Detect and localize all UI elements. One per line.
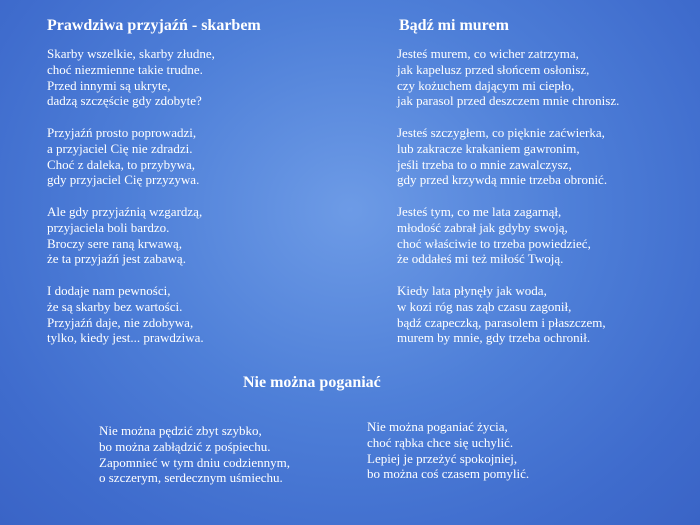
poem-line: Choć z daleka, to przybywa,: [47, 156, 196, 172]
poem-line: dadzą szczęście gdy zdobyte?: [47, 93, 202, 109]
poem2-stanza: [397, 46, 619, 109]
poem-line: Zapomnieć w tym dniu codziennym,: [99, 454, 290, 470]
poem-line: Jesteś szczygłem, co pięknie zaćwierka,: [397, 124, 605, 140]
poem-line: Przed innymi są ukryte,: [47, 77, 171, 93]
poem-line: młodość zabrał jak gdyby swoją,: [397, 219, 568, 235]
poem-line: Broczy sere raną krwawą,: [47, 235, 182, 251]
poem2-stanza: [397, 283, 619, 346]
poem-line: Ale gdy przyjaźnią wzgardzą,: [47, 203, 203, 219]
poem1-stanza: [47, 204, 215, 267]
poem-line: choć właściwie to trzeba powiedzieć,: [397, 235, 591, 251]
poem3-stanza-left: [99, 423, 290, 486]
poem-line: że ta przyjaźń jest zabawą.: [47, 251, 186, 267]
poem2-title: Bądź mi murem: [399, 17, 509, 34]
poem-line: że są skarby bez wartości.: [47, 298, 183, 314]
poem2-stanza: [397, 204, 619, 267]
poem-line: jeśli trzeba to o mnie zawalczysz,: [397, 156, 572, 172]
poem-line: bo można zabłądzić z pośpiechu.: [99, 438, 271, 454]
poem-line: Przyjaźń daje, nie zdobywa,: [47, 314, 194, 330]
poem-line: gdy przyjaciel Cię przyzywa.: [47, 172, 200, 188]
poem2-body: [397, 46, 619, 346]
poem-line: lub zakracze krakaniem gawronim,: [397, 140, 580, 156]
poem-line: gdy przed krzywdą mnie trzeba obronić.: [397, 172, 608, 188]
poem2-stanza: [397, 125, 619, 188]
poem1-stanza: [47, 125, 215, 188]
poem-line: I dodaje nam pewności,: [47, 282, 171, 298]
poem-line: Skarby wszelkie, skarby złudne,: [47, 46, 215, 61]
poem3-stanza: [99, 423, 290, 486]
poem-line: bo można coś czasem pomylić.: [367, 466, 530, 482]
poem-line: w kozi róg nas ząb czasu zagonił,: [397, 298, 572, 314]
poem-line: murem by mnie, gdy trzeba ochronił.: [397, 330, 591, 346]
poem-line: choć niezmienne takie trudne.: [47, 61, 203, 77]
poem-line: choć rąbka chce się uchylić.: [367, 434, 514, 450]
poem1-stanza: [47, 283, 215, 346]
poem-line: czy kożuchem dającym mi ciepło,: [397, 77, 575, 93]
poem-line: tylko, kiedy jest... prawdziwa.: [47, 330, 204, 346]
poem-line: bądź czapeczką, parasolem i płaszczem,: [397, 314, 606, 330]
poem-line: Nie można poganiać życia,: [367, 419, 508, 434]
poem-line: Jesteś murem, co wicher zatrzyma,: [397, 46, 579, 61]
poem-line: Przyjaźń prosto poprowadzi,: [47, 124, 197, 140]
poem-line: Jesteś tym, co me lata zagarnął,: [397, 203, 562, 219]
poem3-stanza: [367, 419, 529, 482]
poem-line: Lepiej je przeżyć spokojniej,: [367, 450, 518, 466]
poem1-body: [47, 46, 215, 346]
poem-line: Kiedy lata płynęły jak woda,: [397, 282, 547, 298]
poem-line: jak parasol przed deszczem mnie chronisz.: [397, 93, 620, 109]
poem-line: a przyjaciel Cię nie zdradzi.: [47, 140, 193, 156]
poem3-title: Nie można poganiać: [243, 374, 381, 391]
poem-line: o szczerym, serdecznym uśmiechu.: [99, 470, 283, 486]
poem1-stanza: [47, 46, 215, 109]
poem-line: Nie można pędzić zbyt szybko,: [99, 423, 262, 438]
poem-line: jak kapelusz przed słońcem osłonisz,: [397, 61, 590, 77]
poem-line: przyjaciela boli bardzo.: [47, 219, 170, 235]
poem-line: że oddałeś mi też miłość Twoją.: [397, 251, 564, 267]
poem3-stanza-right: [367, 419, 529, 482]
poem1-title: Prawdziwa przyjaźń - skarbem: [47, 17, 261, 34]
